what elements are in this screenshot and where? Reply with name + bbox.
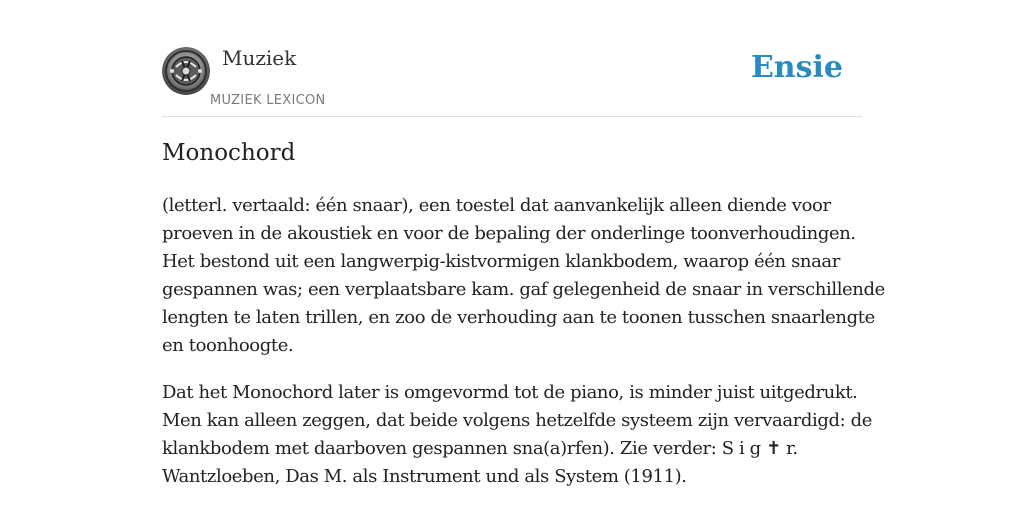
paragraph-line: Het bestond uit een langwerpig-kistvormigen klankbodem, waarop één snaar [162,251,840,272]
article-paragraph-2 [162,379,872,491]
paragraph-line: Wantzloeben, Das M. als Instrument und als System (1911). [162,466,687,487]
site-header [162,0,862,117]
paragraph-line: en toonhoogte. [162,335,294,356]
paragraph-line: Men kan alleen zeggen, dat beide volgens hetzelfde systeem zijn vervaardigd: de [162,410,872,431]
brand-logo-link[interactable]: Ensie [750,50,843,85]
emblem-logo-icon[interactable] [162,47,210,95]
article-title: Monochord [162,140,296,166]
page [162,0,885,512]
paragraph-line: lengten te laten trillen, en zoo de verhouding aan te toonen tusschen snaarlengte [162,307,875,328]
paragraph-line: klankbodem met daarboven gespannen sna(a)rfen). Zie verder: S i g ✝ r. [162,438,798,459]
site-subtitle: MUZIEK LEXICON [210,93,326,108]
site-name-link[interactable]: Muziek [222,46,297,70]
paragraph-line: proeven in de akoustiek en voor de bepaling der onderlinge toonverhoudingen. [162,223,856,244]
paragraph-line: gespannen was; een verplaatsbare kam. gaf gelegenheid de snaar in verschillende [162,279,885,300]
paragraph-line: Dat het Monochord later is omgevormd tot de piano, is minder juist uitgedrukt. [162,382,858,403]
paragraph-line: (letterl. vertaald: één snaar), een toestel dat aanvankelijk alleen diende voor [162,195,831,216]
article-paragraph-1 [162,192,885,360]
